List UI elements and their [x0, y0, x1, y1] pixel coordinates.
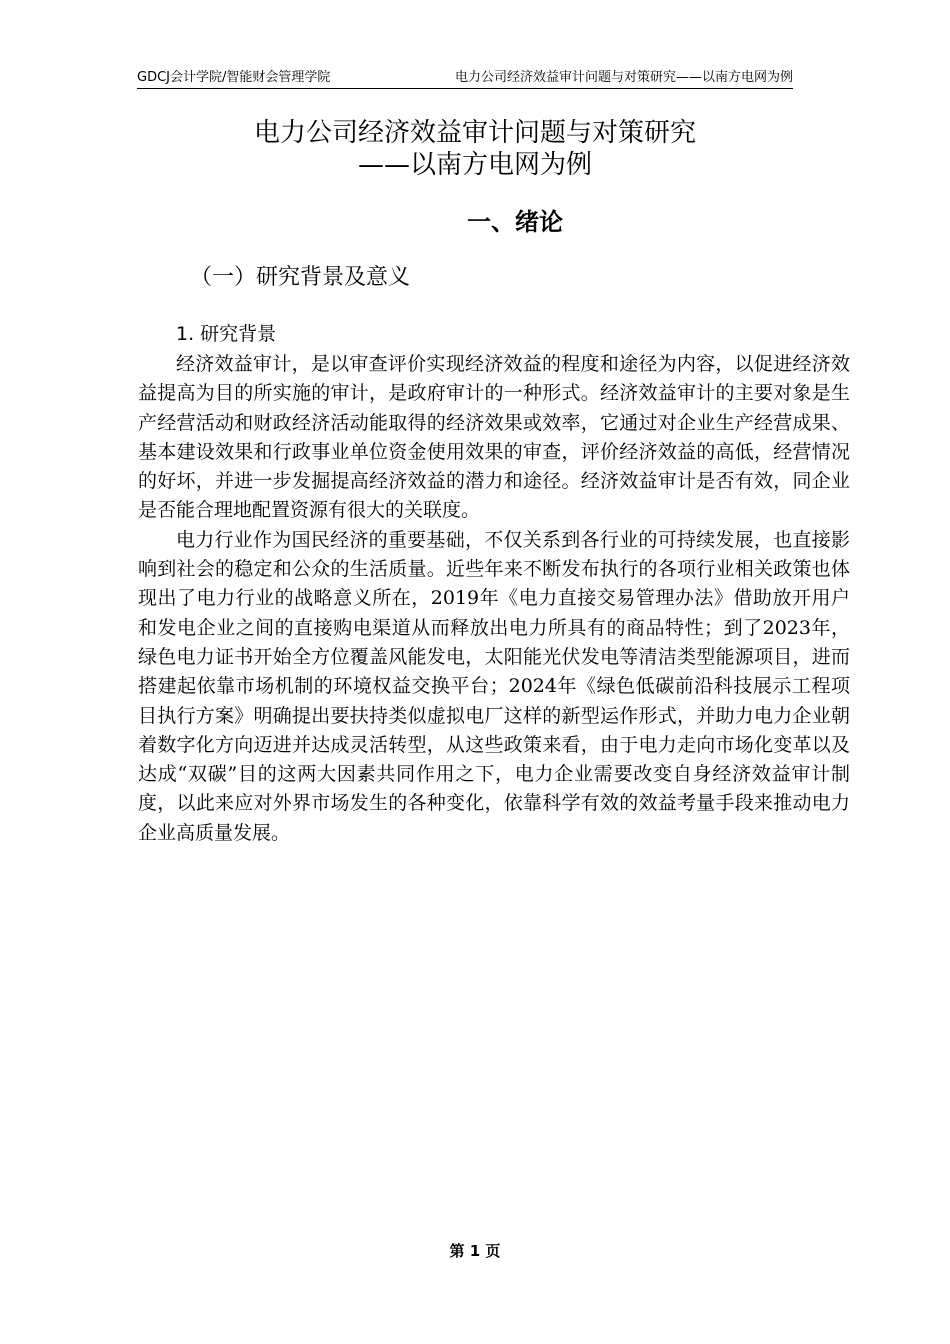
- paper-subtitle: ——以南方电网为例: [357, 150, 592, 180]
- section-heading: （一）研究背景及意义: [190, 265, 411, 290]
- page-number: 第 1 页: [449, 1242, 501, 1260]
- header-paper-title: 电力公司经济效益审计问题与对策研究——以南方电网为例: [454, 70, 793, 85]
- subsection-heading: 1. 研究背景: [176, 323, 277, 345]
- body-text: [138, 350, 850, 848]
- chapter-heading: 一、绪论: [467, 208, 563, 236]
- paper-title: 电力公司经济效益审计问题与对策研究: [253, 118, 696, 148]
- paragraph: 经济效益审计，是以审查评价实现经济效益的程度和途径为内容，以促进经济效益提高为目的所实施的审计，是政府审计的一种形式。经济效益审计的主要对象是生产经营活动和财政经济活动能取得的经济效果或效率，它通过对企业生产经营成果、基本建设效果和行政事业单位资金使用效果的审查，评价经济效益的高低，经营情况的好坏，并进一步发掘提高经济效益的潜力和途径。经济效益审计是否有效，同企业是否能合理地配置资源有很大的关联度。: [138, 353, 850, 522]
- header-institution: GDCJ会计学院/智能财会管理学院: [137, 70, 331, 85]
- page-header: [137, 68, 793, 89]
- paragraph: 电力行业作为国民经济的重要基础，不仅关系到各行业的可持续发展，也直接影响到社会的稳定和公众的生活质量。近些年来不断发布执行的各项行业相关政策也体现出了电力行业的战略意义所在，2019年《电力直接交易管理办法》借助放开用户和发电企业之间的直接购电渠道从而释放出电力所具有的商品特性；到了2023年，绿色电力证书开始全方位覆盖风能发电，太阳能光伏发电等清洁类型能源项目，进而搭建起依靠市场机制的环境权益交换平台；2024年《绿色低碳前沿科技展示工程项目执行方案》明确提出要扶持类似虚拟电厂这样的新型运作形式，并助力电力企业朝着数字化方向迈进并达成灵活转型，从这些政策来看，由于电力走向市场化变革以及达成“双碳”目的这两大因素共同作用之下，电力企业需要改变自身经济效益审计制度，以此来应对外界市场发生的各种变化，依靠科学有效的效益考量手段来推动电力企业高质量发展。: [138, 528, 850, 844]
